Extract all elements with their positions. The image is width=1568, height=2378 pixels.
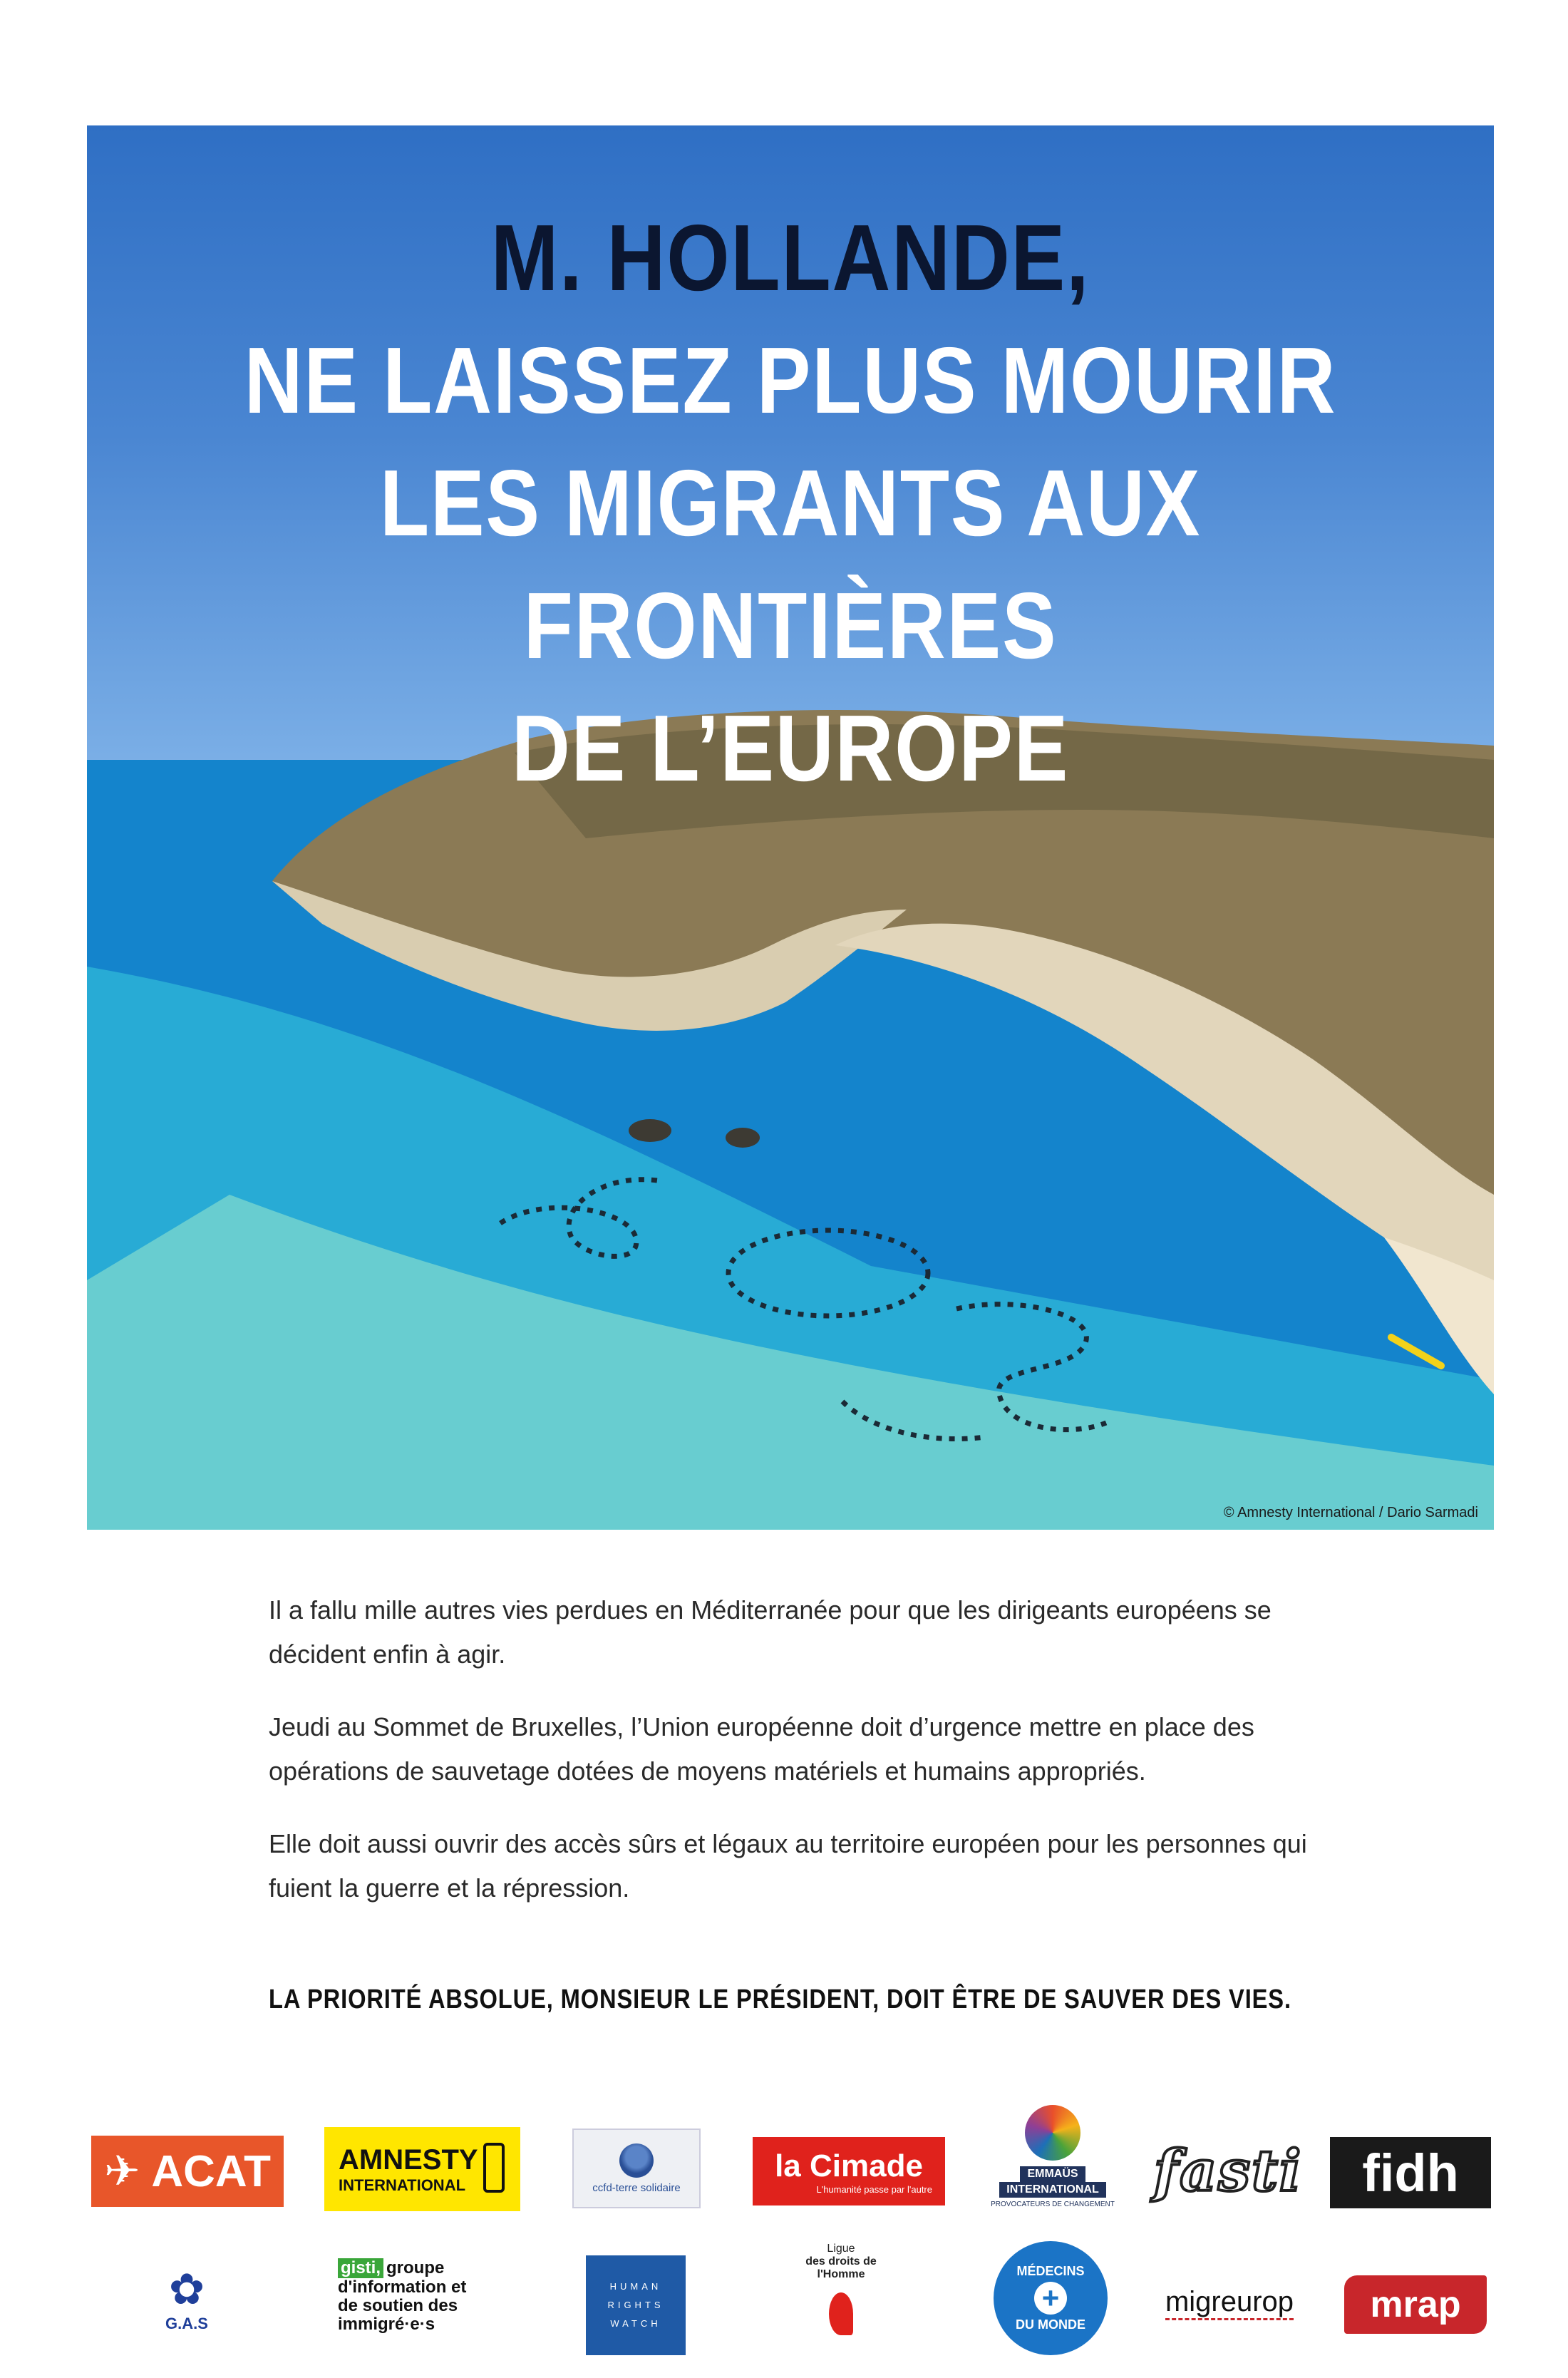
photo-credit: © Amnesty International / Dario Sarmadi bbox=[1223, 1505, 1478, 1520]
logo-amnesty-text-1: AMNESTY bbox=[339, 2143, 478, 2176]
logo-ldh-text-1: Ligue bbox=[827, 2243, 855, 2255]
headline-line-1: M. HOLLANDE, bbox=[490, 205, 1090, 310]
logo-mdm bbox=[994, 2241, 1108, 2355]
logo-hrw bbox=[586, 2255, 686, 2355]
logo-fasti bbox=[1153, 2131, 1303, 2210]
logo-cimade-subtext: L'humanité passe par l'autre bbox=[816, 2183, 932, 2195]
body-paragraph-1: Il a fallu mille autres vies perdues en Méditerranée pour que les dirigeants européens se décident enfin à agir. bbox=[269, 1595, 1272, 1669]
logo-gas bbox=[115, 2245, 258, 2352]
logo-amnesty-text-2: INTERNATIONAL bbox=[339, 2176, 466, 2194]
logo-emmaus-text-2: INTERNATIONAL bbox=[999, 2182, 1105, 2198]
logo-acat-text: ACAT bbox=[151, 2146, 271, 2196]
logo-amnesty bbox=[324, 2127, 520, 2211]
logo-hrw-text-3: WATCH bbox=[610, 2318, 661, 2329]
medical-cross-icon: + bbox=[1034, 2282, 1067, 2315]
logo-acat bbox=[91, 2136, 284, 2207]
logo-cimade bbox=[753, 2137, 945, 2205]
headline-line-2: NE LAISSEZ PLUS MOURIR bbox=[244, 328, 1337, 433]
logo-ldh bbox=[791, 2243, 891, 2371]
bird-icon bbox=[829, 2292, 853, 2335]
hero-photo bbox=[87, 125, 1494, 1530]
logo-fasti-text: fasti bbox=[1153, 2137, 1303, 2204]
logo-gisti-tag: gisti, bbox=[338, 2258, 383, 2278]
logo-emmaus-text-1: EMMAÜS bbox=[1020, 2166, 1085, 2182]
rock bbox=[726, 1128, 760, 1148]
headline bbox=[185, 197, 1396, 810]
flower-hand-icon bbox=[1025, 2105, 1080, 2161]
logo-mrap bbox=[1344, 2275, 1487, 2334]
headline-line-4: DE L’EUROPE bbox=[511, 696, 1070, 801]
logo-mrap-text: mrap bbox=[1370, 2284, 1461, 2325]
tagline: LA PRIORITÉ ABSOLUE, MONSIEUR LE PRÉSIDENT, DOIT ÊTRE DE SAUVER DES VIES. bbox=[269, 1985, 1291, 2014]
logo-migreurop-text: migreurop bbox=[1165, 2286, 1294, 2320]
logo-gisti-line-4: immigré·e·s bbox=[338, 2315, 435, 2334]
rock bbox=[629, 1119, 671, 1142]
logo-migreurop bbox=[1140, 2278, 1319, 2328]
logo-gisti-line-2: d'information et bbox=[338, 2277, 467, 2297]
logo-hrw-text-2: RIGHTS bbox=[607, 2300, 664, 2310]
logo-hrw-text-1: HUMAN bbox=[609, 2281, 662, 2292]
candle-icon bbox=[483, 2143, 505, 2193]
logo-emmaus-subtext: PROVOCATEURS DE CHANGEMENT bbox=[991, 2200, 1115, 2208]
logo-gisti-line-1: groupe bbox=[386, 2258, 445, 2277]
logo-gas-text: G.A.S bbox=[165, 2315, 208, 2332]
flower-figures-icon: ✿ bbox=[168, 2265, 205, 2313]
logo-fidh-text: fidh bbox=[1362, 2143, 1459, 2203]
dove-icon: ✈ bbox=[104, 2147, 140, 2195]
logo-ccfd-text: ccfd-terre solidaire bbox=[592, 2181, 681, 2194]
logo-gisti-line-3: de soutien des bbox=[338, 2296, 458, 2315]
body-paragraph-2: Jeudi au Sommet de Bruxelles, l’Union européenne doit d’urgence mettre en place des opérations de sauvetage dotées de moyens matériels et humains appropriés. bbox=[269, 1712, 1254, 1786]
logo-ccfd bbox=[572, 2129, 701, 2208]
logo-ldh-text-3: l'Homme bbox=[817, 2268, 865, 2280]
hands-globe-icon bbox=[619, 2143, 654, 2178]
logo-cimade-text: la Cimade bbox=[775, 2148, 923, 2183]
headline-line-3: LES MIGRANTS AUX FRONTIÈRES bbox=[379, 451, 1202, 678]
logo-ldh-text-2: des droits de bbox=[805, 2255, 877, 2268]
logo-mdm-text-2: DU MONDE bbox=[1016, 2317, 1085, 2332]
logo-gisti bbox=[338, 2258, 516, 2342]
logo-mdm-text-1: MÉDECINS bbox=[1016, 2264, 1085, 2278]
body-paragraph-3: Elle doit aussi ouvrir des accès sûrs et légaux au territoire européen pour les personnes qui fuient la guerre et la répression. bbox=[269, 1829, 1307, 1903]
logo-emmaus bbox=[985, 2089, 1120, 2224]
body-text bbox=[269, 1588, 1324, 1939]
logo-fidh bbox=[1330, 2137, 1491, 2208]
